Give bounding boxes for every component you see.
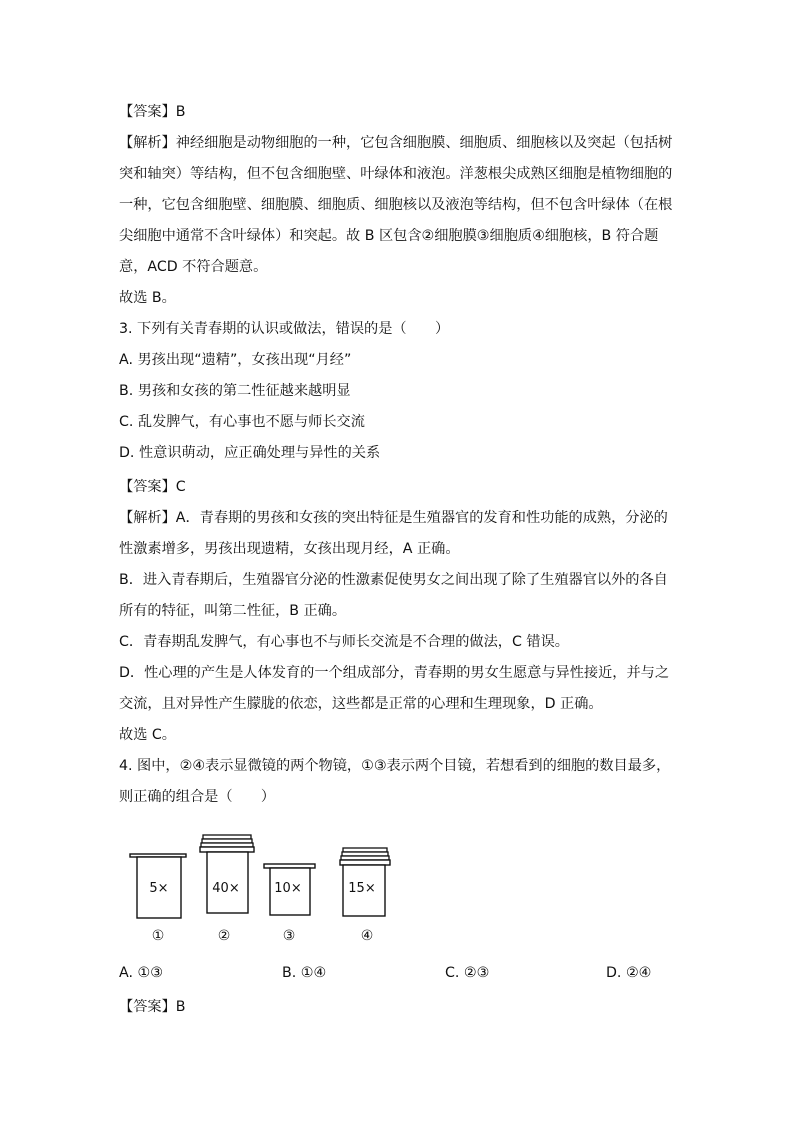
question-4-stem-cont: 则正确的组合是（ ） xyxy=(119,789,276,805)
explanation-line: C．青春期乱发脾气，有心事也不与师长交流是不合理的做法，C 错误。 xyxy=(119,634,569,650)
lens-4-objective xyxy=(340,848,390,944)
question-3-option-d: D. 性意识萌动，应正确处理与异性的关系 xyxy=(119,445,381,461)
lens-3-magnification: 10× xyxy=(274,881,302,896)
lens-2-number: ② xyxy=(217,928,231,944)
explanation-line: 交流，且对异性产生朦胧的依恋，这些都是正常的心理和生理现象，D 正确。 xyxy=(119,696,603,712)
answer-label-q3: 【答案】C xyxy=(119,479,186,495)
question-4-option-a: A. ①③ xyxy=(119,965,163,981)
explanation-line: 意，ACD 不符合题意。 xyxy=(119,259,268,275)
explanation-line: B．进入青春期后，生殖器官分泌的性激素促使男女之间出现了除了生殖器官以外的各自 xyxy=(119,572,668,588)
question-4-option-b: B. ①④ xyxy=(282,965,327,981)
lens-3-eyepiece xyxy=(264,864,315,944)
question-3-option-b: B. 男孩和女孩的第二性征越来越明显 xyxy=(119,383,351,399)
explanation-line: 【解析】A．青春期的男孩和女孩的突出特征是生殖器官的发育和性功能的成熟，分泌的 xyxy=(119,510,668,526)
lens-1-magnification: 5× xyxy=(149,881,169,896)
conclusion-line: 故选 C。 xyxy=(119,727,176,743)
lens-2-magnification: 40× xyxy=(212,881,240,896)
lens-2-objective xyxy=(200,835,254,944)
question-3-option-c: C. 乱发脾气，有心事也不愿与师长交流 xyxy=(119,414,365,430)
lens-4-magnification: 15× xyxy=(348,881,376,896)
lens-1-number: ① xyxy=(151,928,165,944)
question-4-stem: 4. 图中，②④表示显微镜的两个物镜，①③表示两个目镜，若想看到的细胞的数目最多， xyxy=(119,758,671,774)
explanation-line: 尖细胞中通常不含叶绿体）和突起。故 B 区包含②细胞膜③细胞质④细胞核，B 符合题 xyxy=(119,228,659,244)
question-3-option-a: A. 男孩出现“遗精”，女孩出现“月经” xyxy=(119,352,352,368)
explanation-line: 一种，它包含细胞壁、细胞膜、细胞质、细胞核以及液泡等结构，但不包含叶绿体（在根 xyxy=(119,197,673,213)
explanation-line: 【解析】神经细胞是动物细胞的一种，它包含细胞膜、细胞质、细胞核以及突起（包括树 xyxy=(119,135,673,151)
question-4-option-c: C. ②③ xyxy=(445,965,490,981)
conclusion-line: 故选 B。 xyxy=(119,290,176,306)
lens-1-eyepiece xyxy=(130,854,186,944)
explanation-line: D．性心理的产生是人体发育的一个组成部分，青春期的男女生愿意与异性接近，并与之 xyxy=(119,665,670,681)
microscope-lens-figure xyxy=(124,832,404,947)
question-4-option-d: D. ②④ xyxy=(606,965,652,981)
explanation-line: 所有的特征，叫第二性征，B 正确。 xyxy=(119,603,347,619)
answer-label-q2: 【答案】B xyxy=(119,104,186,120)
answer-label-q4: 【答案】B xyxy=(119,999,186,1015)
question-3-stem: 3. 下列有关青春期的认识或做法，错误的是（ ） xyxy=(119,321,450,337)
lens-3-number: ③ xyxy=(282,928,296,944)
lens-4-number: ④ xyxy=(360,928,374,944)
explanation-line: 突和轴突）等结构，但不包含细胞壁、叶绿体和液泡。洋葱根尖成熟区细胞是植物细胞的 xyxy=(119,166,673,182)
explanation-line: 性激素增多，男孩出现遗精，女孩出现月经，A 正确。 xyxy=(119,541,460,557)
